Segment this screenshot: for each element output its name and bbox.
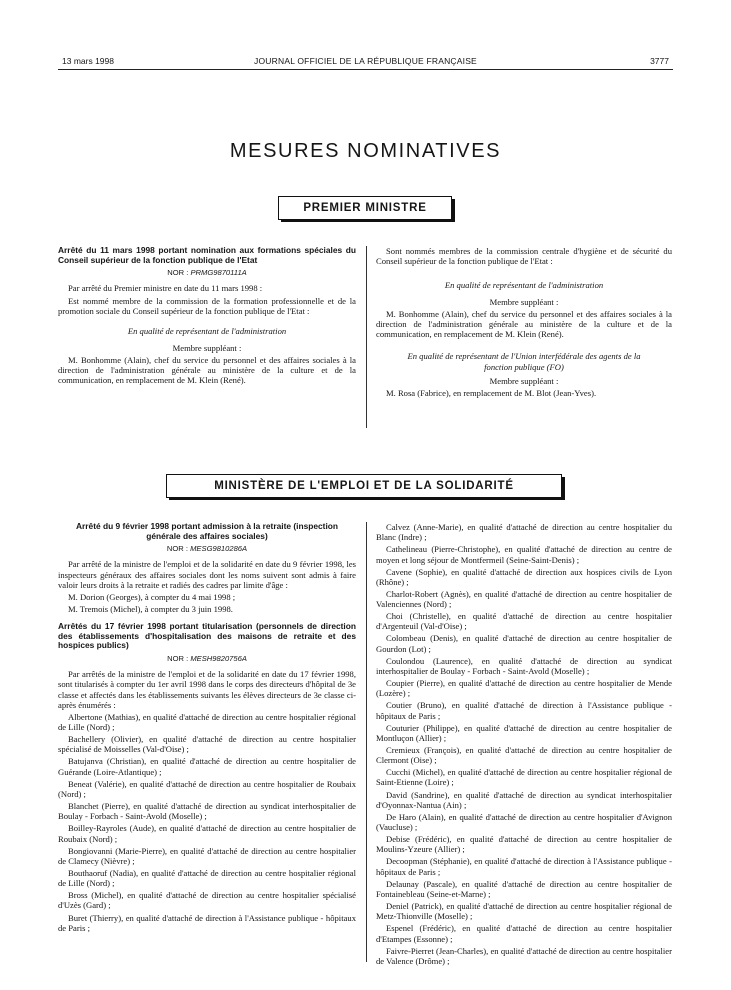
arrete-title-retraite: Arrêté du 9 février 1998 portant admission à la retraite (inspection générale des affaires sociales) <box>75 521 339 541</box>
list-item: Batujanva (Christian), en qualité d'attaché de direction au centre hospitalier de Guérande (Loire-Atlantique) ; <box>58 756 356 777</box>
membre-label: Membre suppléant : <box>489 375 559 386</box>
nor-code: PRMG9870111A <box>190 268 247 278</box>
list-item: Blanchet (Pierre), en qualité d'attaché de direction au syndicat interhospitalier de Boulay - Forbach - Saint-Avold (Moselle) ; <box>58 801 356 822</box>
list-item: Boilley-Rayroles (Aude), en qualité d'attaché de direction au centre hospitalier de Roubaix (Nord) ; <box>58 823 356 844</box>
list-item: Faivre-Pierret (Jean-Charles), en qualité d'attaché de direction au centre hospitalier de Valence (Drôme) ; <box>376 945 672 966</box>
qualite-heading: En qualité de représentant de l'Union interfédérale des agents de la fonction publique (FO) <box>407 351 641 372</box>
list-item: Cathelineau (Pierre-Christophe), en qualité d'attaché de direction au centre de moyen et long séjour de Montfermeil (Seine-Saint-Denis) ; <box>376 544 672 565</box>
paragraph: Sont nommés membres de la commission centrale d'hygiène et de sécurité du Conseil supérieur de la fonction publique de l'Etat : <box>376 246 672 267</box>
list-item: Albertone (Mathias), en qualité d'attaché de direction au centre hospitalier régional de Lille (Nord) ; <box>58 711 356 733</box>
paragraph: Par arrêté de la ministre de l'emploi et de la solidarité en date du 9 février 1998, les inspecteurs généraux des affaires sociales dont les noms suivent sont admis à faire valoir leurs droits à la retraite et radiés des cadres par limite d'âge : <box>58 559 356 590</box>
list-item: Espenel (Frédéric), en qualité d'attaché de direction au centre hospitalier d'Etampes (Essonne) ; <box>376 923 672 944</box>
nor-reference: NOR : PRMG9870111A <box>167 268 247 278</box>
list-item: Delaunay (Pascale), en qualité d'attaché de direction au centre hospitalier de Fontainebleau (Seine-et-Marne) ; <box>376 878 672 899</box>
list-item: De Haro (Alain), en qualité d'attaché de direction au centre hospitalier d'Avignon (Vaucluse) ; <box>376 811 672 833</box>
list-item: Debise (Frédéric), en qualité d'attaché de direction au centre hospitalier de Moulins-Yzeure (Allier) ; <box>376 834 672 855</box>
paragraph: Par arrêtés de la ministre de l'emploi et de la solidarité en date du 17 février 1998, sont titularisés à compter du 1er avril 1998 dans le corps des directeurs d'hôpital de 3e classe et affectés dans les établissements suivants les élèves directeurs de 3e classe ci-après énumérés : <box>58 669 356 710</box>
membre-label: Membre suppléant : <box>172 342 242 353</box>
list-item: Coutier (Bruno), en qualité d'attaché de direction à l'Assistance publique - hôpitaux de Paris ; <box>376 700 672 721</box>
list-item: Colombeau (Denis), en qualité d'attaché de direction au centre hospitalier de Gourdon (Lot) ; <box>376 633 672 654</box>
list-item: Cucchi (Michel), en qualité d'attaché de direction au centre hospitalier régional de Saint-Etienne (Loire) ; <box>376 767 672 788</box>
section2-left-column <box>58 522 356 935</box>
list-item: Cavene (Sophie), en qualité d'attaché de direction aux hospices civils de Lyon (Rhône) ; <box>376 566 672 587</box>
header-page-number: 3777 <box>650 56 669 66</box>
list-item: Buret (Thierry), en qualité d'attaché de direction à l'Assistance publique - hôpitaux de Paris ; <box>58 912 356 933</box>
paragraph: M. Bonhomme (Alain), chef du service du personnel et des affaires sociales à la direction de l'administration générale au ministère de la culture et de la communication, en remplacement de M. Klein (René). <box>376 308 672 340</box>
list-item: David (Sandrine), en qualité d'attaché de direction au syndicat interhospitalier d'Oyonnax-Nantua (Ain) ; <box>376 789 672 810</box>
list-item: Choi (Christelle), en qualité d'attaché de direction au centre hospitalier d'Argenteuil (Val-d'Oise) ; <box>376 611 672 632</box>
nor-code: MESH9820756A <box>190 653 247 663</box>
list-item: Deniel (Patrick), en qualité d'attaché de direction au centre hospitalier régional de Metz-Thionville (Moselle) ; <box>376 901 672 922</box>
list-item: Bachellery (Olivier), en qualité d'attaché de direction au centre hospitalier spécialisé de Moisselles (Val-d'Oise) ; <box>58 734 356 755</box>
membre-label: Membre suppléant : <box>489 296 559 307</box>
section-heading-premier-ministre: PREMIER MINISTRE <box>278 196 452 220</box>
list-item: Charlot-Robert (Agnès), en qualité d'attaché de direction au centre hospitalier de Valenciennes (Nord) ; <box>376 588 672 610</box>
header-date: 13 mars 1998 <box>62 56 114 66</box>
arrete-title: Arrêté du 11 mars 1998 portant nomination aux formations spéciales du Conseil supérieur de la fonction publique de l'Etat <box>58 245 356 265</box>
section1-left-column <box>58 246 356 388</box>
paragraph: M. Rosa (Fabrice), en remplacement de M. Blot (Jean-Yves). <box>386 388 597 399</box>
qualite-heading: En qualité de représentant de l'administration <box>127 326 287 337</box>
list-item: Coupier (Pierre), en qualité d'attaché de direction au centre hospitalier de Mende (Lozère) ; <box>376 678 672 699</box>
section1-right-column <box>376 246 672 401</box>
section-heading-ministere-emploi: MINISTÈRE DE L'EMPLOI ET DE LA SOLIDARITÉ <box>166 474 562 498</box>
paragraph: M. Dorion (Georges), à compter du 4 mai 1998 ; <box>68 591 236 602</box>
paragraph: M. Tremois (Michel), à compter du 3 juin 1998. <box>68 603 233 614</box>
nor-reference: NOR : MESH9820756A <box>167 653 247 663</box>
list-item: Calvez (Anne-Marie), en qualité d'attaché de direction au centre hospitalier du Blanc (Indre) ; <box>376 522 672 543</box>
list-item: Coulondou (Laurence), en qualité d'attaché de direction au syndicat interhospitalier de Boulay - Forbach - Saint-Avold (Moselle) ; <box>376 655 672 676</box>
page-title: MESURES NOMINATIVES <box>229 140 502 162</box>
paragraph: Par arrêté du Premier ministre en date du 11 mars 1998 : <box>68 283 263 294</box>
header-rule <box>58 69 673 70</box>
list-item: Beneat (Valérie), en qualité d'attaché de direction au centre hospitalier de Roubaix (Nord) ; <box>58 778 356 799</box>
section2-right-column <box>376 522 672 968</box>
running-header <box>52 56 679 70</box>
column-divider <box>366 246 367 428</box>
paragraph: Est nommé membre de la commission de la formation professionnelle et de la promotion sociale du Conseil supérieur de la fonction publique de l'Etat : <box>58 295 356 317</box>
list-item: Bross (Michel), en qualité d'attaché de direction au centre hospitalier spécialisé d'Uzès (Gard) ; <box>58 890 356 911</box>
list-item: Decoopman (Stéphanie), en qualité d'attaché de direction à l'Assistance publique - hôpitaux de Paris ; <box>376 856 672 877</box>
arrete-title-titularisation: Arrêtés du 17 février 1998 portant titularisation (personnels de direction des établissements d'hospitalisation des maisons de retraite et des hospices publics) <box>58 621 356 651</box>
nor-code: MESG9810286A <box>190 544 248 554</box>
list-item: Couturier (Philippe), en qualité d'attaché de direction au centre hospitalier de Montluçon (Allier) ; <box>376 722 672 743</box>
paragraph: M. Bonhomme (Alain), chef du service du personnel et des affaires sociales à la direction de l'administration générale au ministère de la culture et de la communication, en remplacement de M. Klein (René). <box>58 354 356 386</box>
list-item: Bongiovanni (Marie-Pierre), en qualité d'attaché de direction au centre hospitalier de Clamecy (Nièvre) ; <box>58 845 356 866</box>
list-item: Cremieux (François), en qualité d'attaché de direction au centre hospitalier de Clermont (Oise) ; <box>376 744 672 766</box>
list-item: Bouthaoruf (Nadia), en qualité d'attaché de direction au centre hospitalier régional de Lille (Nord) ; <box>58 867 356 889</box>
header-journal-title: JOURNAL OFFICIEL DE LA RÉPUBLIQUE FRANÇAISE <box>254 56 477 66</box>
qualite-heading: En qualité de représentant de l'administration <box>444 280 604 291</box>
column-divider <box>366 522 367 962</box>
nor-reference: NOR : MESG9810286A <box>166 544 248 554</box>
